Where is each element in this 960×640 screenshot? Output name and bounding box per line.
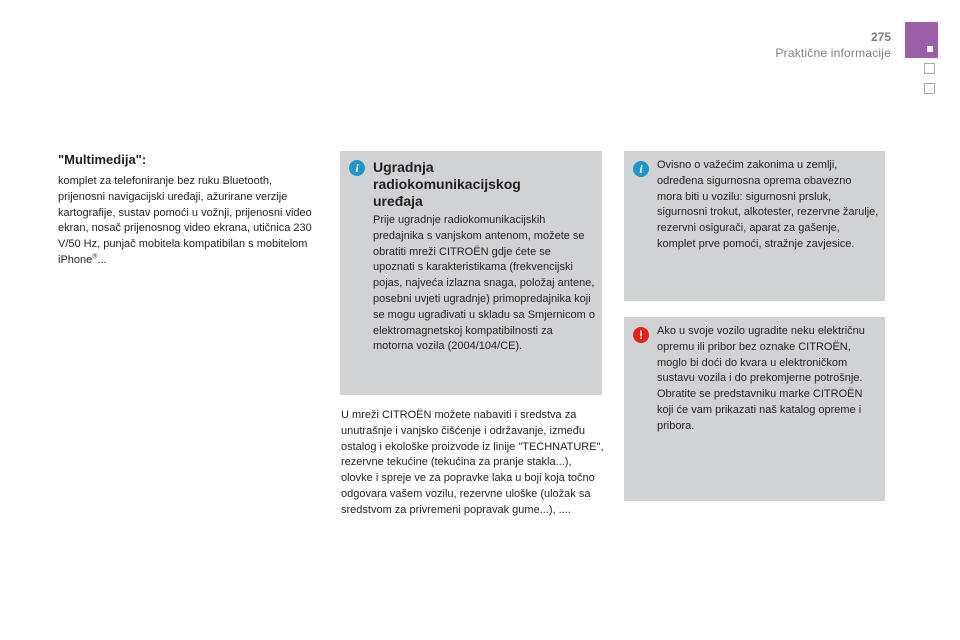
legal-equipment-box (624, 151, 885, 301)
info-icon: i (349, 160, 365, 176)
legal-equipment-text: Ovisno o važećim zakonima u zemlji, određena sigurnosna oprema obavezno mora biti u vozilu: sigurnosni prsluk, sigurnosni trokut, alkotester, rezervne žarulje, rezervni osigurači, aparat za gašenje, komplet prve pomoći, stražnje zavjesice. (657, 159, 879, 250)
chapter-tab (905, 22, 938, 58)
multimedia-text-main: komplet za telefoniranje bez ruku Bluetooth, prijenosni navigacijski uređaji, ažurirane verzije kartografije, sustav pomoći u vožnji, prijenosni video ekran, nosač prijenosnog video ekrana, utičnica 230 V/50 Hz, punjač mobitela kompatibilan s mobitelom iPhone (58, 175, 312, 266)
multimedia-title: "Multimedija": (58, 152, 147, 167)
page-number: 275 (870, 30, 891, 44)
chapter-title: Praktične informacije (775, 46, 891, 60)
info-icon: i (633, 161, 649, 177)
radio-installation-text: Prije ugradnje radiokomunikacijskih predajnika s vanjskom antenom, možete se obratiti mreži CITROËN gdje ćete se upoznati s karakteristikama (frekvencijski pojas, najveća izlazna snaga, položaj antene, posebni uvjeti ugradnje) primopredajnika koji se mogu ugrađivati u skladu sa Smjernicom o elektromagnetskoj kompatibilnosti za motorna vozila (2004/104/CE). (373, 214, 595, 353)
multimedia-text (58, 174, 318, 269)
electrical-warning-box (624, 317, 885, 501)
page-nav-square-1 (924, 63, 935, 74)
radio-installation-heading: Ugradnja radiokomunikacijskog uređaja (373, 159, 521, 209)
chapter-tab-marker (927, 46, 933, 52)
radio-installation-box (340, 151, 602, 395)
page-nav-square-2 (924, 83, 935, 94)
multimedia-text-ellipsis: ... (97, 253, 107, 266)
citroen-network-text: U mreži CITROËN možete nabaviti i sredstva za unutrašnje i vanjsko čišćenje i održavanje, između ostalog i ekološke proizvode iz linije "TECHNATURE", rezervne tekućine (tekućina za pranje stakla...), olovke i spreje ve za popravke laka u boji koja točno odgovara vašem vozilu, rezervne uloške (uložak sa sredstvom za privremeni popravak gume...), .... (341, 409, 604, 516)
electrical-warning-text: Ako u svoje vozilo ugradite neku električnu opremu ili pribor bez oznake CITROËN, moglo bi doći do kvara u elektroničkom sustavu vozila i do prekomjerne potrošnje. Obratite se predstavniku marke CITROËN koji će vam prikazati naš katalog opreme i pribora. (657, 325, 865, 432)
warning-icon: ! (633, 327, 649, 343)
registered-mark: ® (92, 253, 98, 261)
